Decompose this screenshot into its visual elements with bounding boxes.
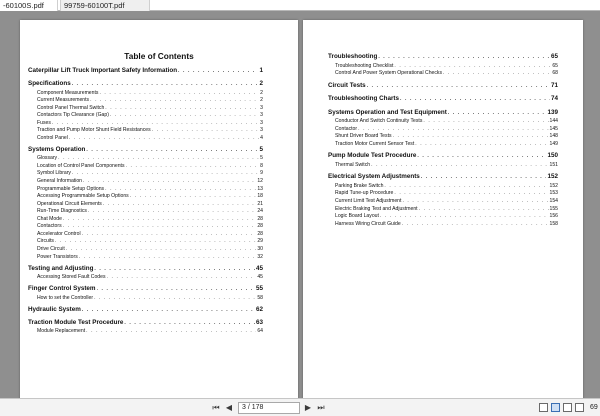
toc-entry-page-number: 21 — [257, 200, 263, 207]
toc-entry[interactable] — [37, 238, 263, 245]
dot-leader — [384, 183, 548, 189]
toc-section-heading[interactable] — [28, 306, 263, 314]
toc-entry[interactable] — [37, 90, 263, 97]
toc-entry-label: Accessing Stored Fault Codes — [37, 274, 106, 281]
toc-entry-label: Accelerator Control — [37, 230, 81, 237]
toc-entry-label: Systems Operation and Test Equipment — [328, 108, 447, 116]
toc-entry[interactable] — [37, 186, 263, 193]
tab-file-60100s[interactable]: -60100S.pdf — [0, 0, 58, 11]
dot-leader — [130, 193, 257, 199]
toc-section-heading[interactable] — [28, 265, 263, 273]
tab-bar — [0, 0, 600, 11]
document-page-left — [20, 20, 298, 398]
toc-entry-page-number: 2 — [260, 97, 263, 104]
toc-section-heading[interactable] — [28, 80, 263, 88]
dot-leader — [448, 110, 547, 116]
toc-section-heading[interactable] — [328, 109, 558, 117]
toc-entry-label: Shunt Driver Board Tests — [335, 133, 392, 140]
dot-leader — [105, 186, 256, 192]
toc-entry-label: Rapid Tune-up Procedure — [335, 190, 394, 197]
toc-entry-label: Contactors Tip Clearance (Gap) — [37, 112, 109, 119]
toc-entry-label: Contactors — [37, 223, 62, 230]
toc-entry-label: Traction Motor Current Sensor Test — [335, 140, 415, 147]
document-page-right — [303, 20, 583, 398]
toc-section-heading[interactable] — [28, 146, 263, 154]
toc-entry-page-number: 28 — [257, 223, 263, 230]
previous-page-icon[interactable]: ◀ — [225, 403, 233, 412]
toc-entry-label: Drive Circuit — [37, 245, 65, 252]
dot-leader — [423, 118, 548, 124]
continuous-view-icon[interactable] — [563, 403, 572, 412]
zoom-level[interactable]: 69 — [590, 404, 598, 411]
toc-entry[interactable] — [37, 254, 263, 261]
toc-entry-page-number: 71 — [550, 81, 558, 89]
toc-entry-label: Accessing Programmable Setup Options — [37, 193, 129, 200]
toc-entry[interactable] — [37, 208, 263, 215]
toc-entry-label: Parking Brake Switch — [335, 182, 384, 189]
toc-entry-page-number: 3 — [260, 112, 263, 119]
dot-leader — [443, 70, 551, 76]
toc-entry-label: Traction and Pump Motor Shunt Field Resistances — [37, 127, 151, 134]
dot-leader — [66, 246, 257, 252]
dot-leader — [378, 54, 550, 60]
dot-leader — [82, 231, 257, 237]
dot-leader — [400, 96, 550, 102]
toc-entry-label: Caterpillar Lift Truck Important Safety Information — [28, 67, 178, 74]
toc-entry-page-number: 64 — [257, 328, 263, 335]
toc-entry[interactable] — [37, 231, 263, 238]
dot-leader — [110, 112, 259, 118]
dot-leader — [394, 63, 551, 69]
toc-entry-label: Traction Module Test Procedure — [28, 318, 124, 326]
toc-entry-page-number: 156 — [549, 213, 558, 220]
toc-entry-page-number: 58 — [257, 294, 263, 301]
toc-entry-label: Glossary — [37, 155, 58, 162]
toc-entry-label: Specifications — [28, 80, 71, 87]
toc-entry[interactable] — [335, 63, 558, 70]
toc-entry-page-number: 139 — [547, 108, 558, 116]
toc-entry-page-number: 1 — [259, 67, 263, 74]
toc-entry[interactable] — [37, 120, 263, 127]
toc-entry[interactable] — [37, 135, 263, 142]
toc-entry-label: Circuit Tests — [328, 81, 366, 89]
toc-entry-label: Programmable Setup Options — [37, 185, 105, 192]
toc-entry-page-number: 9 — [260, 170, 263, 177]
toc-entry[interactable] — [37, 216, 263, 223]
toc-section-heading[interactable] — [328, 173, 558, 181]
toc-entry-label: Control And Power System Operational Checks — [335, 70, 443, 77]
toc-entry-label: Symbol Library — [37, 170, 71, 177]
dot-leader — [72, 170, 259, 176]
toc-entry[interactable] — [335, 190, 558, 197]
toc-entry[interactable] — [335, 206, 558, 213]
toc-entry-page-number: 29 — [257, 238, 263, 245]
toc-entry-page-number: 4 — [260, 134, 263, 141]
toc-entry-label: Troubleshooting Charts — [328, 95, 400, 103]
single-page-view-icon[interactable] — [539, 403, 548, 412]
toc-entry-page-number: 5 — [259, 145, 263, 153]
toc-entry-page-number: 148 — [549, 133, 558, 140]
toc-entry-page-number: 63 — [255, 318, 263, 326]
toc-entry-page-number: 151 — [549, 161, 558, 168]
toc-entry-page-number: 45 — [257, 274, 263, 281]
toc-entry-page-number: 28 — [257, 230, 263, 237]
page-title: Table of Contents — [124, 51, 194, 61]
toc-entry-label: Run-Time Diagnostics — [37, 208, 87, 215]
toc-section-heading[interactable] — [28, 319, 263, 327]
dot-leader — [105, 105, 259, 111]
dot-leader — [402, 221, 549, 227]
toc-entry-label: Chat Mode — [37, 215, 62, 222]
dot-leader — [394, 190, 548, 196]
toc-section-heading[interactable] — [328, 95, 558, 103]
toc-entry-label: Module Replacement — [37, 328, 86, 335]
dot-leader — [419, 206, 549, 212]
toc-entry-page-number: 150 — [547, 152, 558, 160]
dot-leader — [88, 208, 256, 214]
toc-entry-page-number: 5 — [260, 155, 263, 162]
toc-entry[interactable] — [335, 198, 558, 205]
toc-entry[interactable] — [335, 213, 558, 220]
toc-entry[interactable] — [37, 105, 263, 112]
toc-entry-page-number: 145 — [549, 125, 558, 132]
toc-entry-page-number: 8 — [260, 162, 263, 169]
toc-entry-page-number: 3 — [260, 104, 263, 111]
toc-entry-label: Control Panel Thermal Switch — [37, 104, 105, 111]
status-bar — [0, 398, 600, 416]
two-page-view-icon[interactable] — [551, 403, 560, 412]
dot-leader — [94, 266, 255, 272]
toc-entry[interactable] — [335, 70, 558, 77]
toc-entry-page-number: 55 — [255, 285, 263, 293]
toc-entry-label: Troubleshooting Checklist — [335, 62, 394, 69]
toc-entry-page-number: 152 — [549, 182, 558, 189]
dot-leader — [421, 174, 547, 180]
toc-entry[interactable] — [37, 112, 263, 119]
toc-entry[interactable] — [335, 133, 558, 140]
dot-leader — [63, 216, 256, 222]
toc-entry-label: Conductor And Switch Continuity Tests — [335, 118, 423, 125]
toc-entry[interactable] — [335, 183, 558, 190]
next-page-icon[interactable]: ▶ — [304, 403, 312, 412]
dot-leader — [380, 213, 549, 219]
toc-entry[interactable] — [37, 328, 263, 335]
dot-leader — [52, 120, 259, 126]
toc-entry-page-number: 68 — [552, 70, 558, 77]
dot-leader — [107, 274, 257, 280]
dot-leader — [103, 201, 256, 207]
toc-entry[interactable] — [335, 141, 558, 148]
toc-entry-label: Thermal Switch — [335, 161, 371, 168]
toc-entry-label: How to set the Controller — [37, 294, 94, 301]
toc-entry-label: Location of Control Panel Components — [37, 162, 125, 169]
toc-entry-page-number: 13 — [257, 185, 263, 192]
toc-entry-label: Testing and Adjusting — [28, 264, 94, 272]
dot-leader — [86, 328, 256, 334]
toc-entry[interactable] — [335, 118, 558, 125]
toc-entry-label: Electric Braking Test and Adjustment — [335, 205, 418, 212]
dot-leader — [152, 127, 260, 133]
toc-entry-page-number: 144 — [549, 118, 558, 125]
toc-entry-page-number: 28 — [257, 215, 263, 222]
toc-entry-page-number: 152 — [547, 173, 558, 181]
toc-entry-page-number: 45 — [255, 264, 263, 272]
dot-leader — [86, 147, 258, 153]
toc-section-heading[interactable] — [328, 82, 558, 90]
toc-entry-label: Fuses — [37, 119, 51, 126]
dot-leader — [358, 126, 548, 132]
toc-entry-page-number: 154 — [549, 197, 558, 204]
toc-entry-label: Harness Wiring Circuit Guide — [335, 220, 401, 227]
dot-leader — [367, 83, 550, 89]
toc-entry-label: Systems Operation — [28, 145, 86, 153]
dot-leader — [58, 155, 259, 161]
toc-entry-label: Troubleshooting — [328, 53, 378, 60]
toc-entry-page-number: 3 — [260, 119, 263, 126]
toc-section-heading[interactable] — [28, 67, 263, 75]
toc-entry-label: General Information — [37, 178, 83, 184]
toc-entry-page-number: 158 — [549, 220, 558, 227]
dot-leader — [99, 90, 259, 96]
toc-entry-page-number: 65 — [550, 53, 558, 60]
dot-leader — [124, 320, 255, 326]
dot-leader — [82, 307, 255, 313]
toc-entry-label: Pump Module Test Procedure — [328, 152, 417, 160]
toc-entry[interactable] — [37, 178, 263, 185]
toc-entry[interactable] — [37, 246, 263, 253]
dot-leader — [97, 286, 255, 292]
toc-entry[interactable] — [335, 162, 558, 169]
dot-leader — [72, 81, 259, 87]
toc-entry-page-number: 30 — [257, 245, 263, 252]
toc-entry[interactable] — [37, 163, 263, 170]
dot-leader — [83, 178, 256, 184]
dot-leader — [393, 133, 549, 139]
page-number-input[interactable]: 3 / 178 — [238, 402, 300, 414]
toc-entry-label: Finger Control System — [28, 285, 96, 293]
dot-leader — [90, 97, 259, 103]
toc-entry[interactable] — [37, 170, 263, 177]
toc-entry[interactable] — [37, 201, 263, 208]
toc-entry-label: Logic Board Layout — [335, 213, 379, 220]
toc-entry[interactable] — [37, 97, 263, 104]
toc-entry[interactable] — [37, 127, 263, 134]
dot-leader — [415, 141, 548, 147]
toc-entry-page-number: 18 — [257, 193, 263, 200]
toc-entry-page-number: 12 — [257, 178, 263, 184]
toc-entry[interactable] — [335, 126, 558, 133]
grid-view-icon[interactable] — [575, 403, 584, 412]
first-page-icon[interactable]: ⏮ — [212, 403, 220, 412]
tab-file-99759-60100t[interactable]: 99759-60100T.pdf — [60, 0, 150, 11]
document-viewport[interactable] — [0, 12, 600, 398]
dot-leader — [417, 153, 546, 159]
toc-entry-label: Circuits — [37, 238, 54, 245]
toc-section-heading[interactable] — [328, 152, 558, 160]
last-page-icon[interactable]: ⏭ — [317, 403, 325, 412]
toc-entry-page-number: 32 — [257, 253, 263, 260]
dot-leader — [69, 135, 259, 141]
toc-entry-page-number: 153 — [549, 190, 558, 197]
dot-leader — [79, 254, 257, 260]
toc-entry-page-number: 3 — [260, 127, 263, 134]
toc-entry-label: Current Measurements — [37, 97, 90, 104]
toc-entry-page-number: 62 — [255, 305, 263, 313]
toc-entry-label: Operational Circuit Elements — [37, 200, 102, 207]
toc-entry-label: Control Panel — [37, 134, 68, 141]
toc-entry[interactable] — [37, 155, 263, 162]
dot-leader — [55, 238, 256, 244]
toc-entry[interactable] — [37, 193, 263, 200]
toc-entry[interactable] — [37, 223, 263, 230]
toc-entry-label: Electrical System Adjustments — [328, 173, 420, 181]
dot-leader — [371, 162, 548, 168]
toc-entry-label: Contactor — [335, 125, 358, 132]
toc-entry[interactable] — [335, 221, 558, 228]
dot-leader — [126, 163, 260, 169]
toc-entry-page-number: 24 — [257, 208, 263, 215]
toc-entry-label: Component Measurements — [37, 89, 99, 96]
toc-entry-label: Power Transistors — [37, 253, 78, 260]
toc-entry-page-number: 2 — [259, 80, 263, 87]
toc-entry-label: Current Limit Test Adjustment — [335, 197, 402, 204]
dot-leader — [178, 68, 258, 74]
toc-entry[interactable] — [37, 295, 263, 302]
toc-section-heading[interactable] — [28, 285, 263, 293]
toc-entry-label: Hydraulic System — [28, 305, 81, 313]
dot-leader — [402, 198, 548, 204]
dot-leader — [63, 223, 257, 229]
toc-section-heading[interactable] — [328, 53, 558, 61]
toc-entry-page-number: 74 — [550, 95, 558, 103]
toc-entry-page-number: 65 — [552, 62, 558, 69]
toc-entry-page-number: 2 — [260, 89, 263, 96]
toc-entry[interactable] — [37, 274, 263, 281]
dot-leader — [94, 295, 256, 301]
toc-entry-page-number: 149 — [549, 140, 558, 147]
toc-entry-page-number: 155 — [549, 205, 558, 212]
